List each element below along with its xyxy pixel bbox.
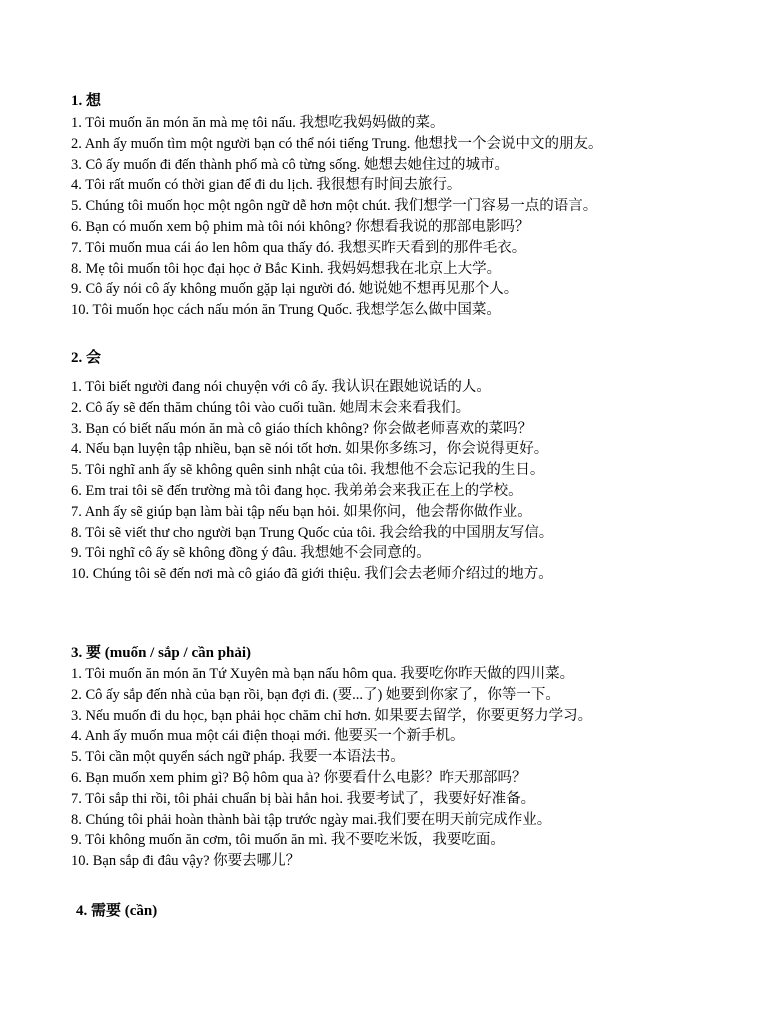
list-item: 1. Tôi muốn ăn món ăn mà mẹ tôi nấu. 我想吃我妈妈做的菜。 (71, 115, 445, 131)
list-item: 5. Tôi cần một quyển sách ngữ pháp. 我要一本语法书。 (71, 749, 405, 766)
list-item: 6. Bạn có muốn xem bộ phim mà tôi nói không? 你想看我说的那部电影吗？ (71, 218, 530, 235)
list-item: 4. Tôi rất muốn có thời gian để đi du lịch. 我很想有时间去旅行。 (71, 177, 462, 194)
list-item: 9. Tôi nghĩ cô ấy sẽ không đồng ý đâu. 我想她不会同意的。 (71, 545, 431, 562)
section-heading-3: 3. 要 (muốn / sắp / cần phải) (71, 645, 252, 661)
list-item: 7. Anh ấy sẽ giúp bạn làm bài tập nếu bạn hỏi. 如果你问，他会帮你做作业。 (71, 503, 532, 520)
list-item: 3. Bạn có biết nấu món ăn mà cô giáo thích không? 你会做老师喜欢的菜吗？ (71, 420, 533, 437)
section-heading-4: 4. 需要 (cần) (76, 903, 158, 919)
list-item: 8. Tôi sẽ viết thư cho người bạn Trung Quốc của tôi. 我会给我的中国朋友写信。 (71, 524, 554, 541)
list-item: 3. Nếu muốn đi du học, bạn phải học chăm chỉ hơn. 如果要去留学，你要更努力学习。 (71, 707, 593, 724)
list-item: 2. Cô ấy sắp đến nhà của bạn rồi, bạn đợi đi. (要...了) 她要到你家了，你等一下。 (71, 686, 560, 703)
list-item: 8. Mẹ tôi muốn tôi học đại học ở Bắc Kinh. 我妈妈想我在北京上大学。 (71, 260, 502, 277)
list-item: 10. Chúng tôi sẽ đến nơi mà cô giáo đã giới thiệu. 我们会去老师介绍过的地方。 (71, 566, 553, 583)
list-item: 10. Bạn sắp đi đâu vậy? 你要去哪儿？ (71, 853, 301, 870)
list-item: 9. Cô ấy nói cô ấy không muốn gặp lại người đó. 她说她不想再见那个人。 (71, 281, 519, 298)
list-item: 4. Nếu bạn luyện tập nhiều, bạn sẽ nói tốt hơn. 如果你多练习，你会说得更好。 (71, 441, 549, 458)
section-list-3 (71, 664, 592, 872)
section-heading-2: 2. 会 (71, 350, 102, 366)
list-item: 5. Tôi nghĩ anh ấy sẽ không quên sinh nhật của tôi. 我想他不会忘记我的生日。 (71, 462, 545, 479)
list-item: 2. Anh ấy muốn tìm một người bạn có thể nói tiếng Trung. 他想找一个会说中文的朋友。 (71, 135, 603, 152)
list-item: 4. Anh ấy muốn mua một cái điện thoại mới. 他要买一个新手机。 (71, 728, 465, 745)
section-list-1 (71, 113, 602, 321)
list-item: 1. Tôi muốn ăn món ăn Tứ Xuyên mà bạn nấu hôm qua. 我要吃你昨天做的四川菜。 (71, 666, 575, 682)
section-list-2 (71, 377, 553, 585)
list-item: 10. Tôi muốn học cách nấu món ăn Trung Quốc. 我想学怎么做中国菜。 (71, 302, 501, 319)
list-item: 6. Em trai tôi sẽ đến trường mà tôi đang học. 我弟弟会来我正在上的学校。 (71, 482, 523, 499)
list-item: 7. Tôi sắp thi rồi, tôi phải chuẩn bị bài hẳn hoi. 我要考试了，我要好好准备。 (71, 790, 536, 807)
list-item: 9. Tôi không muốn ăn cơm, tôi muốn ăn mì. 我不要吃米饭，我要吃面。 (71, 832, 505, 849)
list-item: 5. Chúng tôi muốn học một ngôn ngữ dễ hơn một chút. 我们想学一门容易一点的语言。 (71, 198, 598, 215)
list-item: 2. Cô ấy sẽ đến thăm chúng tôi vào cuối tuần. 她周末会来看我们。 (71, 399, 471, 416)
section-heading-1: 1. 想 (71, 93, 102, 109)
list-item: 6. Bạn muốn xem phim gì? Bộ hôm qua à? 你要看什么电影？昨天那部吗？ (71, 769, 527, 786)
list-item: 3. Cô ấy muốn đi đến thành phố mà cô từng sống. 她想去她住过的城市。 (71, 156, 509, 173)
list-item: 8. Chúng tôi phải hoàn thành bài tập trước ngày mai.我们要在明天前完成作业。 (71, 811, 552, 828)
list-item: 7. Tôi muốn mua cái áo len hôm qua thấy đó. 我想买昨天看到的那件毛衣。 (71, 239, 527, 256)
list-item: 1. Tôi biết người đang nói chuyện với cô ấy. 我认识在跟她说话的人。 (71, 379, 491, 395)
